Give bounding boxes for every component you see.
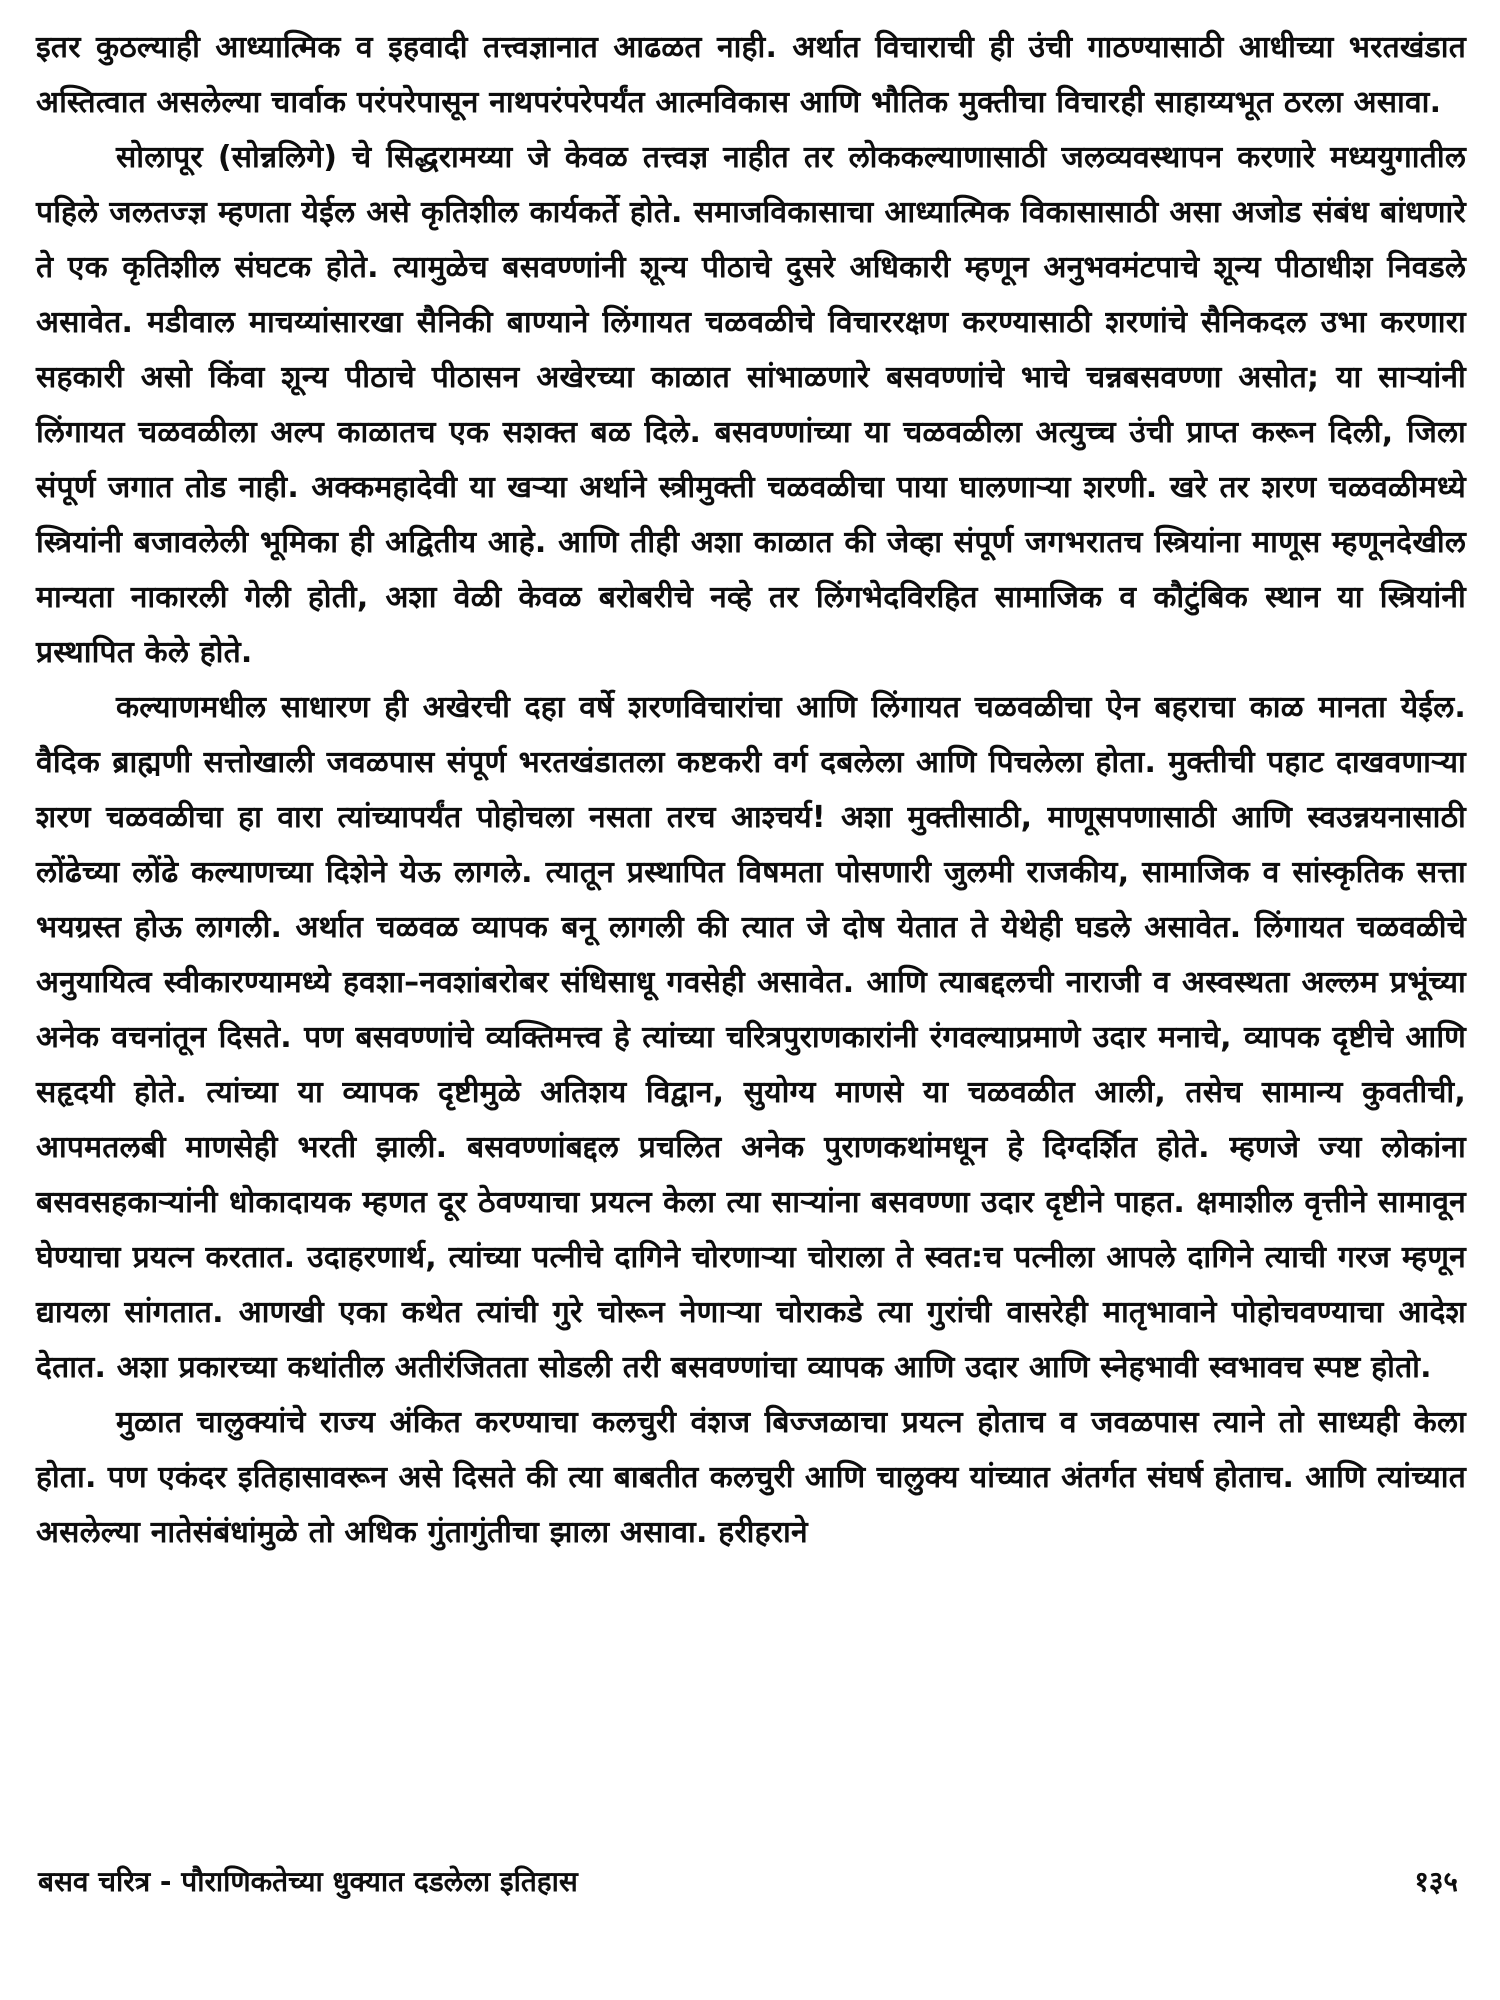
page-footer bbox=[38, 1862, 1458, 1902]
footer-book-title: बसव चरित्र - पौराणिकतेच्या धुक्यात दडलेला इतिहास bbox=[38, 1865, 578, 1898]
paragraph-solapur-siddharamayya: सोलापूर (सोन्नलिगे) चे सिद्धरामय्या जे केवळ तत्त्वज्ञ नाहीत तर लोककल्याणासाठी जलव्यवस्थापन करणारे मध्ययुगातील पहिले जलतज्ज्ञ म्हणता येईल असे कृतिशील कार्यकर्ते होते. समाजविकासाचा आध्यात्मिक विकासासाठी असा अजोड संबंध बांधणारे ते एक कृतिशील संघटक होते. त्यामुळेच बसवण्णांनी शून्य पीठाचे दुसरे अधिकारी म्हणून अनुभवमंटपाचे शून्य पीठाधीश निवडले असावेत. मडीवाल माचय्यांसारखा सैनिकी बाण्याने लिंगायत चळवळीचे विचाररक्षण करण्यासाठी शरणांचे सैनिकदल उभा करणारा सहकारी असो किंवा शून्य पीठाचे पीठासन अखेरच्या काळात सांभाळणारे बसवण्णांचे भाचे चन्नबसवण्णा असोत; या साऱ्यांनी लिंगायत चळवळीला अल्प काळातच एक सशक्त बळ दिले. बसवण्णांच्या या चळवळीला अत्युच्च उंची प्राप्त करून दिली, जिला संपूर्ण जगात तोड नाही. अक्कमहादेवी या खऱ्या अर्थाने स्त्रीमुक्ती चळवळीचा पाया घालणाऱ्या शरणी. खरे तर शरण चळवळीमध्ये स्त्रियांनी बजावलेली भूमिका ही अद्वितीय आहे. आणि तीही अशा काळात की जेव्हा संपूर्ण जगभरातच स्त्रियांना माणूस म्हणूनदेखील मान्यता नाकारली गेली होती, अशा वेळी केवळ बरोबरीचे नव्हे तर लिंगभेदविरहित सामाजिक व कौटुंबिक स्थान या स्त्रियांनी प्रस्थापित केले होते. bbox=[36, 140, 1466, 670]
body-text bbox=[36, 20, 1466, 1560]
paragraph-continuation: इतर कुठल्याही आध्यात्मिक व इहवादी तत्त्वज्ञानात आढळत नाही. अर्थात विचाराची ही उंची गाठण्यासाठी आधीच्या भरतखंडात अस्तित्वात असलेल्या चार्वाक परंपरेपासून नाथपरंपरेपर्यंत आत्मविकास आणि भौतिक मुक्तीचा विचारही साहाय्यभूत ठरला असावा. bbox=[36, 30, 1466, 120]
footer-page-number: १३५ bbox=[1414, 1865, 1458, 1898]
paragraph-chalukya-kalachuri: मुळात चालुक्यांचे राज्य अंकित करण्याचा कलचुरी वंशज बिज्जळाचा प्रयत्न होताच व जवळपास त्याने तो साध्यही केला होता. पण एकंदर इतिहासावरून असे दिसते की त्या बाबतीत कलचुरी आणि चालुक्य यांच्यात अंतर्गत संघर्ष होताच. आणि त्यांच्यात असलेल्या नातेसंबंधांमुळे तो अधिक गुंतागुंतीचा झाला असावा. हरीहराने bbox=[36, 1405, 1466, 1550]
paragraph-kalyan-movement: कल्याणमधील साधारण ही अखेरची दहा वर्षे शरणविचारांचा आणि लिंगायत चळवळीचा ऐन बहराचा काळ मानता येईल. वैदिक ब्राह्मणी सत्तोखाली जवळपास संपूर्ण भरतखंडातला कष्टकरी वर्ग दबलेला आणि पिचलेला होता. मुक्तीची पहाट दाखवणाऱ्या शरण चळवळीचा हा वारा त्यांच्यापर्यंत पोहोचला नसता तरच आश्चर्य! अशा मुक्तीसाठी, माणूसपणासाठी आणि स्वउन्नयनासाठी लोंढेच्या लोंढे कल्याणच्या दिशेने येऊ लागले. त्यातून प्रस्थापित विषमता पोसणारी जुलमी राजकीय, सामाजिक व सांस्कृतिक सत्ता भयग्रस्त होऊ लागली. अर्थात चळवळ व्यापक बनू लागली की त्यात जे दोष येतात ते येथेही घडले असावेत. लिंगायत चळवळीचे अनुयायित्व स्वीकारण्यामध्ये हवशा–नवशांबरोबर संधिसाधू गवसेही असावेत. आणि त्याबद्दलची नाराजी व अस्वस्थता अल्लम प्रभूंच्या अनेक वचनांतून दिसते. पण बसवण्णांचे व्यक्तिमत्त्व हे त्यांच्या चरित्रपुराणकारांनी रंगवल्याप्रमाणे उदार मनाचे, व्यापक दृष्टीचे आणि सहृदयी होते. त्यांच्या या व्यापक दृष्टीमुळे अतिशय विद्वान, सुयोग्य माणसे या चळवळीत आली, तसेच सामान्य कुवतीची, आपमतलबी माणसेही भरती झाली. बसवण्णांबद्दल प्रचलित अनेक पुराणकथांमधून हे दिग्दर्शित होते. म्हणजे ज्या लोकांना बसवसहकाऱ्यांनी धोकादायक म्हणत दूर ठेवण्याचा प्रयत्न केला त्या साऱ्यांना बसवण्णा उदार दृष्टीने पाहत. क्षमाशील वृत्तीने सामावून घेण्याचा प्रयत्न करतात. उदाहरणार्थ, त्यांच्या पत्नीचे दागिने चोरणाऱ्या चोराला ते स्वत:च पत्नीला आपले दागिने त्याची गरज म्हणून द्यायला सांगतात. आणखी एका कथेत त्यांची गुरे चोरून नेणाऱ्या चोराकडे त्या गुरांची वासरेही मातृभावाने पोहोचवण्याचा आदेश देतात. अशा प्रकारच्या कथांतील अतीरंजितता सोडली तरी बसवण्णांचा व्यापक आणि उदार आणि स्नेहभावी स्वभावच स्पष्ट होतो. bbox=[36, 690, 1466, 1385]
